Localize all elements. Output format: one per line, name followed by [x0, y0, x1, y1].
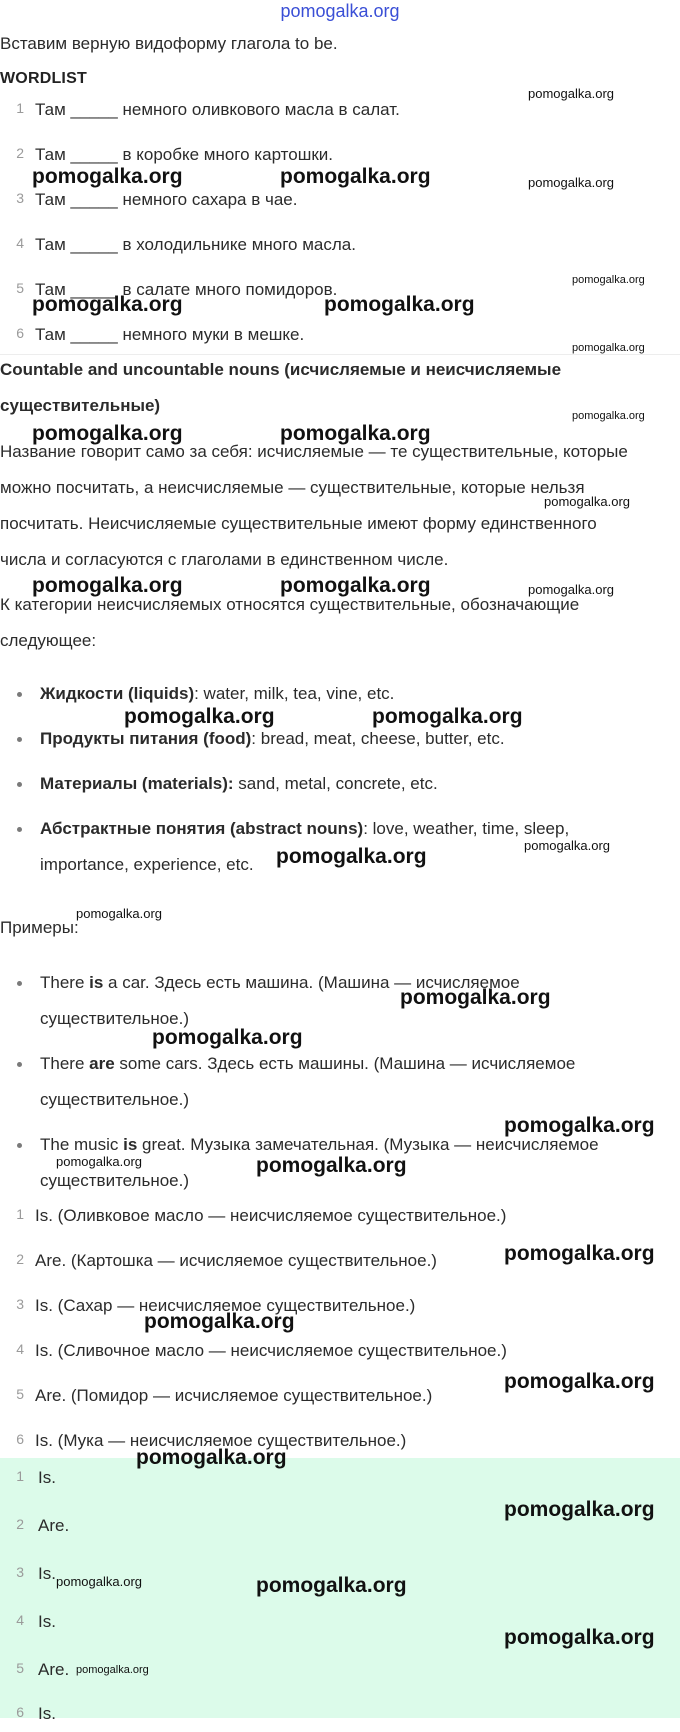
wordlist-title: WORDLIST: [0, 70, 87, 87]
bullet-icon: [17, 1143, 22, 1148]
examples-label: Примеры:: [0, 918, 79, 937]
bullet-icon: [17, 692, 22, 697]
item-text: Там _____ немного оливкового масла в салат.: [35, 100, 400, 119]
item-number: 2: [16, 1516, 24, 1532]
item-number: 5: [16, 1386, 24, 1402]
explanation-text: Is. (Сливочное масло — неисчисляемое существительное.): [35, 1341, 507, 1360]
watermark: pomogalka.org: [504, 1370, 655, 1393]
example-rest: a car. Здесь есть машина. (Машина — исчисляемое: [103, 973, 520, 992]
category-item: [40, 819, 569, 839]
answer-text: Is.: [38, 1564, 56, 1583]
example-rest: some cars. Здесь есть машины. (Машина — исчисляемое: [114, 1054, 576, 1073]
category-term: Абстрактные понятия (abstract nouns): [40, 819, 364, 838]
bullet-icon: [17, 1062, 22, 1067]
answer-item: [0, 1468, 680, 1496]
bullet-icon: [17, 737, 22, 742]
watermark: pomogalka.org: [32, 293, 183, 316]
item-number: 6: [16, 325, 24, 341]
category-examples: : bread, meat, cheese, butter, etc.: [251, 729, 505, 748]
theory-paragraph-line: можно посчитать, а неисчисляемые — существительные, которые нельзя: [0, 478, 585, 497]
item-number: 3: [16, 1296, 24, 1312]
watermark: pomogalka.org: [504, 1626, 655, 1649]
item-number: 6: [16, 1431, 24, 1447]
bullet-icon: [17, 827, 22, 832]
theory-paragraph-line: Название говорит само за себя: исчисляемые — те существительные, которые: [0, 442, 628, 461]
watermark: pomogalka.org: [400, 986, 551, 1009]
watermark: pomogalka.org: [524, 838, 610, 853]
explanation-text: Are. (Картошка — исчисляемое существительное.): [35, 1251, 437, 1270]
item-number: 3: [16, 1564, 24, 1580]
watermark: pomogalka.org: [504, 1498, 655, 1521]
theory-paragraph-line: посчитать. Неисчисляемые существительные имеют форму единственного: [0, 514, 597, 533]
watermark: pomogalka.org: [32, 165, 183, 188]
theory-title-line: Countable and uncountable nouns (исчисляемые и неисчисляемые: [0, 360, 562, 379]
watermark: pomogalka.org: [544, 494, 630, 509]
category-item: [40, 774, 438, 794]
example-continuation: существительное.): [40, 1171, 190, 1190]
category-examples: : love, weather, time, sleep,: [363, 819, 570, 838]
watermark: pomogalka.org: [324, 293, 475, 316]
category-examples: : water, milk, tea, vine, etc.: [194, 684, 395, 703]
item-number: 5: [16, 1660, 24, 1676]
exercise-item: [0, 100, 680, 128]
watermark: pomogalka.org: [504, 1114, 655, 1137]
example-prefix: There: [40, 973, 90, 992]
answer-text: Is.: [38, 1704, 56, 1723]
watermark: pomogalka.org: [152, 1026, 303, 1049]
watermark: pomogalka.org: [572, 274, 645, 286]
category-intro-line: следующее:: [0, 631, 97, 650]
exercise-instruction: Вставим верную видоформу глагола to be.: [0, 34, 338, 53]
exercise-item: [0, 235, 680, 263]
item-number: 4: [16, 1341, 24, 1357]
watermark: pomogalka.org: [56, 1574, 142, 1589]
item-text: Там _____ немного сахара в чае.: [35, 190, 298, 209]
explanation-text: Are. (Помидор — исчисляемое существительное.): [35, 1386, 433, 1405]
explanation-text: Is. (Оливковое масло — неисчисляемое существительное.): [35, 1206, 507, 1225]
exercise-item: [0, 190, 680, 218]
category-item: [40, 684, 394, 704]
watermark: pomogalka.org: [528, 175, 614, 190]
example-verb: is: [89, 973, 104, 992]
explanation-item: [0, 1341, 680, 1369]
watermark: pomogalka.org: [124, 705, 275, 728]
example-continuation: существительное.): [40, 1090, 190, 1109]
watermark: pomogalka.org: [276, 845, 427, 868]
example-item: [40, 1054, 575, 1074]
answer-text: Is.: [38, 1468, 56, 1487]
category-item: [40, 729, 505, 749]
example-prefix: There: [40, 1054, 90, 1073]
item-number: 3: [16, 190, 24, 206]
example-continuation: существительное.): [40, 1009, 190, 1028]
example-prefix: The music: [40, 1135, 124, 1154]
watermark: pomogalka.org: [372, 705, 523, 728]
category-term: Продукты питания (food): [40, 729, 252, 748]
example-verb: is: [123, 1135, 138, 1154]
explanation-item: [0, 1296, 680, 1324]
watermark: pomogalka.org: [280, 422, 431, 445]
item-number: 1: [16, 1206, 24, 1222]
watermark: pomogalka.org: [280, 574, 431, 597]
item-text: Там _____ в салате много помидоров.: [35, 280, 338, 299]
example-verb: are: [89, 1054, 115, 1073]
category-item-continuation: importance, experience, etc.: [40, 855, 254, 874]
item-number: 6: [16, 1704, 24, 1720]
category-examples: sand, metal, concrete, etc.: [233, 774, 438, 793]
answer-text: Are.: [38, 1516, 70, 1535]
watermark: pomogalka.org: [572, 410, 645, 422]
bullet-icon: [17, 981, 22, 986]
answer-item: [0, 1704, 680, 1732]
item-number: 4: [16, 1612, 24, 1628]
theory-title-line: существительные): [0, 396, 161, 415]
example-item: [40, 1135, 599, 1155]
watermark: pomogalka.org: [76, 906, 162, 921]
item-number: 5: [16, 280, 24, 296]
bullet-icon: [17, 782, 22, 787]
item-number: 1: [16, 100, 24, 116]
explanation-item: [0, 1431, 680, 1459]
item-text: Там _____ в холодильнике много масла.: [35, 235, 356, 254]
watermark: pomogalka.org: [76, 1664, 149, 1676]
watermark: pomogalka.org: [256, 1574, 407, 1597]
item-number: 2: [16, 1251, 24, 1267]
watermark: pomogalka.org: [32, 574, 183, 597]
explanation-item: [0, 1206, 680, 1234]
item-number: 2: [16, 145, 24, 161]
item-text: Там _____ в коробке много картошки.: [35, 145, 333, 164]
category-intro-line: К категории неисчисляемых относятся существительные, обозначающие: [0, 595, 580, 614]
watermark: pomogalka.org: [504, 1242, 655, 1265]
explanation-text: Is. (Мука — неисчисляемое существительное.): [35, 1431, 407, 1450]
watermark: pomogalka.org: [32, 422, 183, 445]
example-rest: great. Музыка замечательная. (Музыка — неисчисляемое: [137, 1135, 599, 1154]
watermark: pomogalka.org: [528, 582, 614, 597]
watermark: pomogalka.org: [280, 165, 431, 188]
theory-paragraph-line: числа и согласуются с глаголами в единственном числе.: [0, 550, 449, 569]
watermark: pomogalka.org: [256, 1154, 407, 1177]
answer-text: Are.: [38, 1660, 70, 1679]
section-divider: [0, 354, 680, 355]
watermark: pomogalka.org: [56, 1154, 142, 1169]
site-header-logo[interactable]: pomogalka.org: [280, 1, 400, 21]
answer-text: Is.: [38, 1612, 56, 1631]
watermark: pomogalka.org: [572, 342, 645, 354]
category-term: Материалы (materials):: [40, 774, 234, 793]
watermark: pomogalka.org: [144, 1310, 295, 1333]
watermark: pomogalka.org: [136, 1446, 287, 1469]
item-number: 4: [16, 235, 24, 251]
item-text: Там _____ немного муки в мешке.: [35, 325, 305, 344]
watermark: pomogalka.org: [528, 86, 614, 101]
category-term: Жидкости (liquids): [40, 684, 195, 703]
explanation-text: Is. (Сахар — неисчисляемое существительное.): [35, 1296, 416, 1315]
item-number: 1: [16, 1468, 24, 1484]
